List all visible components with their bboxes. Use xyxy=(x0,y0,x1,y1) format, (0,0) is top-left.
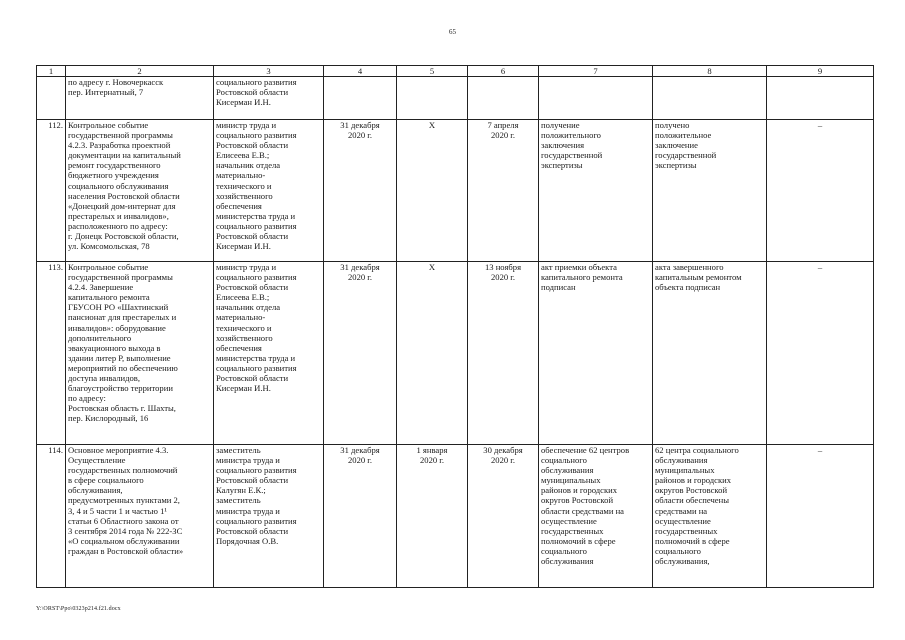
cell-line: положительного xyxy=(541,130,601,141)
cell-col-9 xyxy=(767,77,874,120)
cell-line: Основное мероприятие 4.3. xyxy=(68,445,169,455)
row-number-cell: 113. xyxy=(37,262,66,445)
cell-line: социального развития xyxy=(216,465,297,476)
cell-line: ул. Комсомольская, 78 xyxy=(68,241,150,252)
cell-line: капитального ремонта xyxy=(541,272,623,283)
cell-line: заключения xyxy=(541,140,585,151)
cell-line: обслуживания xyxy=(541,556,594,567)
cell-line: министерства труда и xyxy=(216,352,296,363)
cell-line: пансионат для престарелых и xyxy=(68,312,177,323)
cell-line: эвакуационного выхода в xyxy=(68,342,161,353)
cell-col-4 xyxy=(324,262,397,445)
cell-line: государственных xyxy=(541,525,604,536)
cell-line: престарелых и инвалидов», xyxy=(68,210,169,221)
schedule-table xyxy=(36,65,874,588)
cell-line: государственной программы xyxy=(68,130,173,141)
cell-col-6 xyxy=(468,445,539,588)
cell-line: дополнительного xyxy=(68,332,132,343)
cell-line: Х xyxy=(428,120,436,130)
cell-line: подписан xyxy=(541,282,576,293)
cell-line: заместитель xyxy=(216,495,261,506)
cell-line: материально- xyxy=(216,170,266,181)
table-row xyxy=(37,77,874,120)
cell-line: 2020 г. xyxy=(347,455,373,466)
cell-line: государственной xyxy=(655,150,717,161)
cell-line: положительное xyxy=(655,130,712,141)
cell-line: экспертизы xyxy=(541,160,583,171)
cell-line: Елисеева Е.В.; xyxy=(216,150,270,161)
cell-line: материально- xyxy=(216,312,266,323)
cell-col-8 xyxy=(653,262,767,445)
cell-line: 2020 г. xyxy=(490,272,516,283)
cell-line: статьи 6 Областного закона от xyxy=(68,515,179,526)
cell-col-5 xyxy=(397,262,468,445)
cell-col-3 xyxy=(214,445,324,588)
file-path-footer: Y:\ORST\Ppo\0323p214.f21.docx xyxy=(36,606,121,612)
column-header: 4 xyxy=(324,66,397,77)
column-header: 3 xyxy=(214,66,324,77)
cell-line: 2020 г. xyxy=(347,272,373,283)
cell-line: 1 января xyxy=(416,445,448,455)
cell-line: капитальным ремонтом xyxy=(655,272,742,283)
column-header: 9 xyxy=(767,66,874,77)
cell-line: Ростовской области xyxy=(216,373,289,384)
cell-col-4 xyxy=(324,77,397,120)
cell-line: начальник отдела xyxy=(216,302,281,313)
table-row xyxy=(37,262,874,445)
cell-line: бюджетного учреждения xyxy=(68,170,159,181)
cell-line: социального развития xyxy=(216,77,297,87)
cell-line: государственной xyxy=(541,150,603,161)
cell-line: Х xyxy=(428,262,436,272)
cell-line: социального xyxy=(655,545,701,556)
row-number-cell xyxy=(37,77,66,120)
column-header: 5 xyxy=(397,66,468,77)
cell-line: 31 декабря xyxy=(340,262,380,272)
cell-line: обслуживания xyxy=(541,465,594,476)
cell-line: Контрольное событие xyxy=(68,120,149,130)
cell-line: предусмотренных пунктами 2, xyxy=(68,495,180,506)
cell-line: государственных xyxy=(655,525,718,536)
cell-line: муниципальных xyxy=(655,465,715,476)
cell-line: хозяйственного xyxy=(216,190,273,201)
cell-line: Кисерман И.Н. xyxy=(216,241,271,252)
cell-line: Ростовской области xyxy=(216,282,289,293)
cell-col-7 xyxy=(539,120,653,262)
cell-col-5 xyxy=(397,77,468,120)
cell-line: области обеспечены xyxy=(655,495,729,506)
table-row xyxy=(37,120,874,262)
cell-line: социального развития xyxy=(216,130,297,141)
cell-line: муниципальных xyxy=(541,475,601,486)
cell-col-4 xyxy=(324,445,397,588)
cell-col-3 xyxy=(214,262,324,445)
cell-line: экспертизы xyxy=(655,160,697,171)
cell-line: 4.2.4. Завершение xyxy=(68,282,134,293)
cell-line: государственных полномочий xyxy=(68,465,178,476)
cell-line: 4.2.3. Разработка проектной xyxy=(68,140,171,151)
cell-col-9: – xyxy=(767,120,874,262)
cell-line: в сфере социального xyxy=(68,475,144,486)
column-header: 8 xyxy=(653,66,767,77)
cell-line: полномочий в сфере xyxy=(655,535,730,546)
cell-line: благоустройство территории xyxy=(68,383,173,394)
cell-line: Кисерман И.Н. xyxy=(216,383,271,394)
row-number-cell: 112. xyxy=(37,120,66,262)
cell-line: здании литер Р, выполнение xyxy=(68,352,171,363)
cell-line: получение xyxy=(541,120,580,130)
cell-line: социального xyxy=(541,545,587,556)
column-header: 1 xyxy=(37,66,66,77)
cell-line: «Донецкий дом-интернат для xyxy=(68,200,176,211)
cell-col-5 xyxy=(397,445,468,588)
column-header: 2 xyxy=(66,66,214,77)
cell-line: пер. Интернатный, 7 xyxy=(68,87,144,98)
cell-line: осуществление xyxy=(541,515,597,526)
cell-col-4 xyxy=(324,120,397,262)
cell-line: социального развития xyxy=(216,515,297,526)
cell-line: технического и xyxy=(216,322,272,333)
cell-line: заключение xyxy=(655,140,698,151)
cell-col-6 xyxy=(468,262,539,445)
cell-col-6 xyxy=(468,120,539,262)
cell-col-6 xyxy=(468,77,539,120)
page-number: 65 xyxy=(449,28,456,36)
cell-line: Ростовской области xyxy=(216,475,289,486)
cell-line: 2020 г. xyxy=(490,130,516,141)
column-number-row xyxy=(37,66,874,77)
cell-line: Ростовской области xyxy=(216,87,289,98)
cell-line: районов и городских xyxy=(541,485,618,496)
cell-col-3 xyxy=(214,77,324,120)
cell-line: социального развития xyxy=(216,272,297,283)
cell-line: министр труда и xyxy=(216,120,277,130)
cell-line: полномочий в сфере xyxy=(541,535,616,546)
cell-col-7 xyxy=(539,77,653,120)
cell-line: Осуществление xyxy=(68,455,126,466)
cell-line: социального развития xyxy=(216,220,297,231)
cell-line: обслуживания, xyxy=(655,556,710,567)
cell-line: 3 сентября 2014 года № 222-ЗС xyxy=(68,525,183,536)
cell-line: министра труда и xyxy=(216,455,280,466)
cell-line: объекта подписан xyxy=(655,282,721,293)
cell-line: 31 декабря xyxy=(340,120,380,130)
cell-col-8 xyxy=(653,445,767,588)
cell-line: 2020 г. xyxy=(490,455,516,466)
cell-col-7 xyxy=(539,262,653,445)
column-header: 7 xyxy=(539,66,653,77)
cell-line: округов Ростовской xyxy=(655,485,728,496)
cell-line: Ростовская область г. Шахты, xyxy=(68,403,176,414)
cell-col-8 xyxy=(653,77,767,120)
cell-line: расположенного по адресу: xyxy=(68,220,168,231)
cell-col-8 xyxy=(653,120,767,262)
cell-line: граждан в Ростовской области» xyxy=(68,545,184,556)
cell-line: акт приемки объекта xyxy=(541,262,617,272)
row-number-cell: 114. xyxy=(37,445,66,588)
cell-line: обслуживания xyxy=(655,455,708,466)
cell-col-7 xyxy=(539,445,653,588)
cell-line: 30 декабря xyxy=(483,445,523,455)
cell-line: по адресу г. Новочеркасск xyxy=(68,77,164,87)
cell-line: инвалидов»: оборудование xyxy=(68,322,166,333)
cell-line: хозяйственного xyxy=(216,332,273,343)
cell-col-5 xyxy=(397,120,468,262)
cell-line: осуществление xyxy=(655,515,711,526)
cell-line: доступа инвалидов, xyxy=(68,373,140,384)
cell-line: Контрольное событие xyxy=(68,262,149,272)
cell-line: г. Донецк Ростовской области, xyxy=(68,231,179,242)
cell-line: министр труда и xyxy=(216,262,277,272)
cell-line: социального xyxy=(541,455,587,466)
cell-line: министерства труда и xyxy=(216,210,296,221)
cell-line: капитального ремонта xyxy=(68,292,150,303)
cell-line: заместитель xyxy=(216,445,261,455)
cell-line: Ростовской области xyxy=(216,231,289,242)
cell-line: 62 центра социального xyxy=(655,445,739,455)
cell-line: 3, 4 и 5 части 1 и частью 1¹ xyxy=(68,505,167,516)
cell-line: средствами на xyxy=(655,505,708,516)
cell-line: Калугян Е.К.; xyxy=(216,485,266,496)
cell-line: районов и городских xyxy=(655,475,732,486)
cell-line: пер. Кислородный, 16 xyxy=(68,413,149,424)
cell-line: обеспечения xyxy=(216,200,262,211)
cell-line: по адресу: xyxy=(68,393,106,404)
cell-line: получено xyxy=(655,120,690,130)
cell-line: 2020 г. xyxy=(347,130,373,141)
cell-line: документации на капитальный xyxy=(68,150,181,161)
cell-line: министра труда и xyxy=(216,505,280,516)
cell-col-2 xyxy=(66,445,214,588)
cell-line: 31 декабря xyxy=(340,445,380,455)
cell-line: 13 ноября xyxy=(484,262,522,272)
cell-line: обслуживания, xyxy=(68,485,123,496)
cell-line: обеспечение 62 центров xyxy=(541,445,630,455)
cell-line: округов Ростовской xyxy=(541,495,614,506)
cell-col-9: – xyxy=(767,445,874,588)
cell-line: ГБУСОН РО «Шахтинский xyxy=(68,302,169,313)
cell-line: Ростовской области xyxy=(216,525,289,536)
cell-line: области средствами на xyxy=(541,505,624,516)
cell-line: обеспечения xyxy=(216,342,262,353)
cell-col-2 xyxy=(66,262,214,445)
cell-line: начальник отдела xyxy=(216,160,281,171)
cell-line: Елисеева Е.В.; xyxy=(216,292,270,303)
cell-line: населения Ростовской области xyxy=(68,190,180,201)
cell-line: социального развития xyxy=(216,362,297,373)
cell-col-2 xyxy=(66,120,214,262)
cell-line: мероприятий по обеспечению xyxy=(68,362,178,373)
cell-line: «О социальном обслуживании xyxy=(68,535,180,546)
cell-line: Ростовской области xyxy=(216,140,289,151)
cell-line: Порядочная О.В. xyxy=(216,535,279,546)
table-row xyxy=(37,445,874,588)
cell-line: ремонт государственного xyxy=(68,160,161,171)
cell-line: технического и xyxy=(216,180,272,191)
cell-line: социального обслуживания xyxy=(68,180,169,191)
cell-line: акта завершенного xyxy=(655,262,724,272)
cell-col-2 xyxy=(66,77,214,120)
cell-col-3 xyxy=(214,120,324,262)
cell-line: 2020 г. xyxy=(419,455,445,466)
cell-line: 7 апреля xyxy=(487,120,519,130)
cell-col-9: – xyxy=(767,262,874,445)
column-header: 6 xyxy=(468,66,539,77)
cell-line: Кисерман И.Н. xyxy=(216,97,271,108)
cell-line: государственной программы xyxy=(68,272,173,283)
